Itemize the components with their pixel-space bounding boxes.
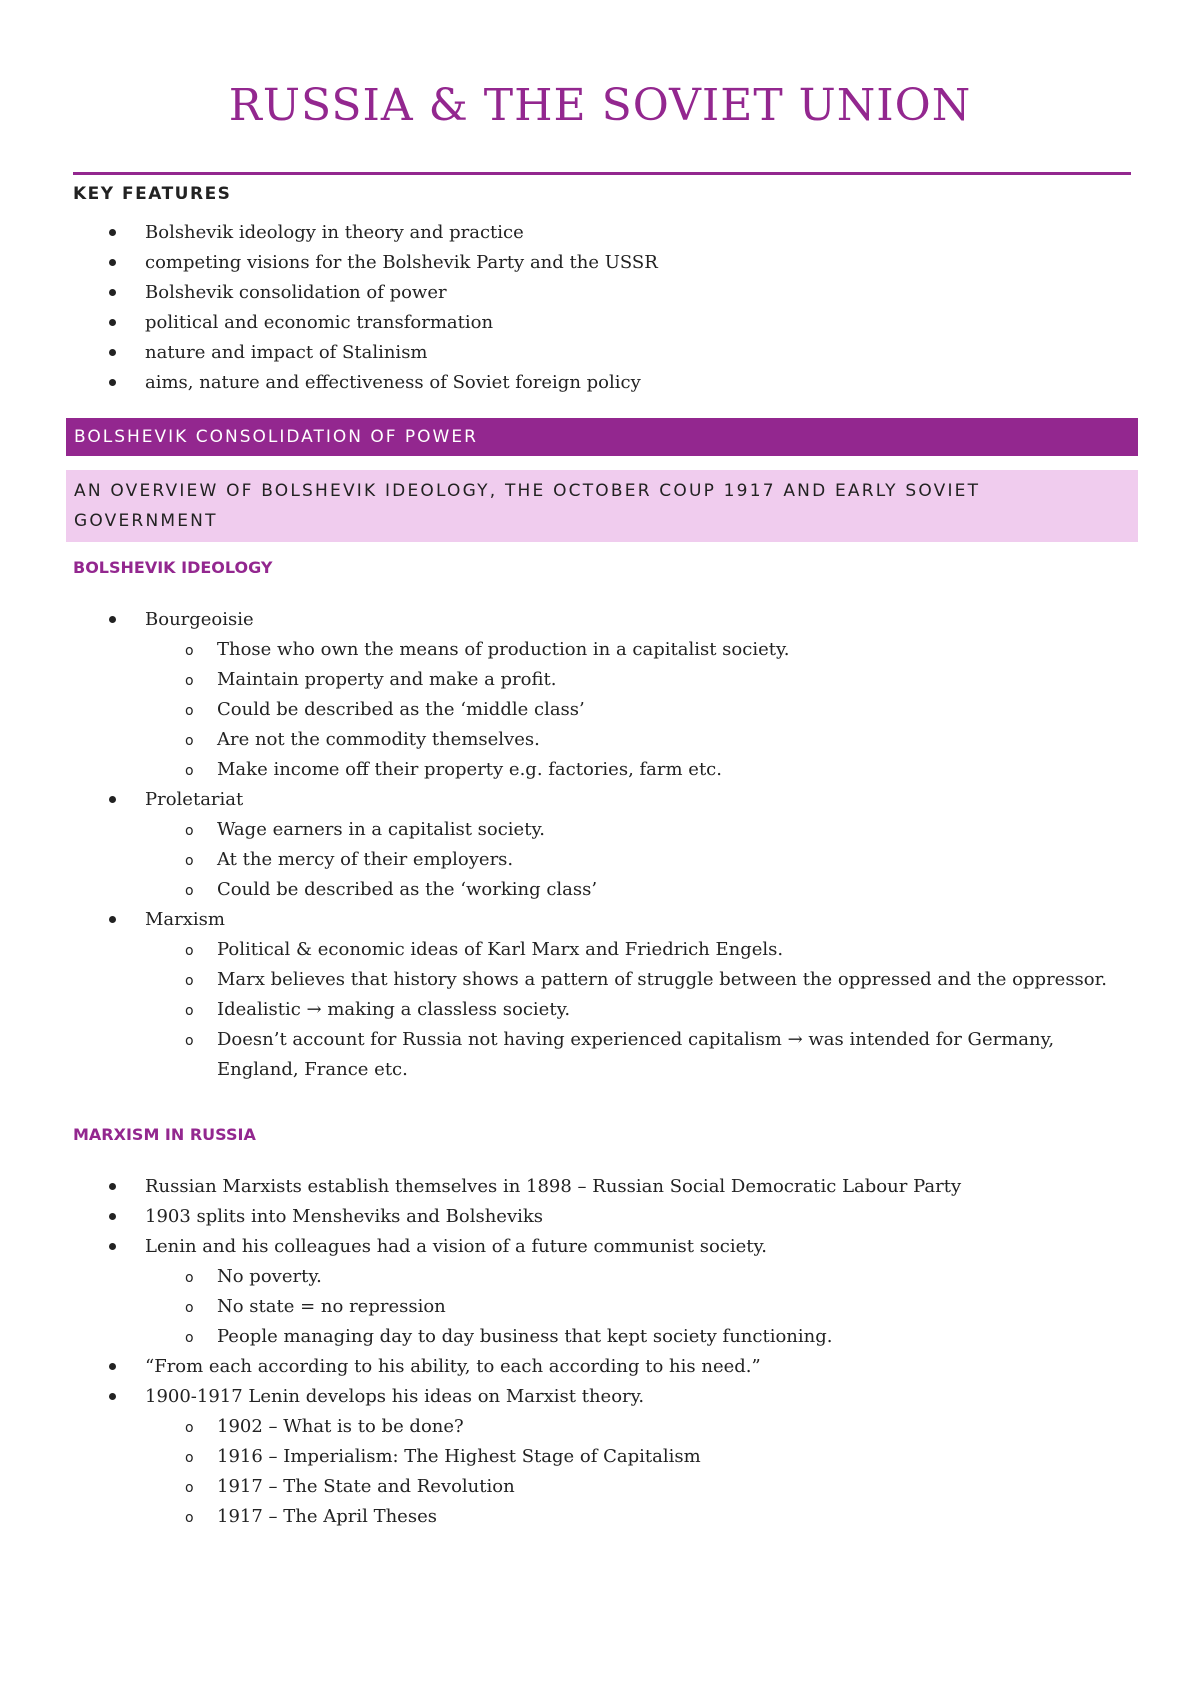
sub-list-item: o 1917 – The April Theses — [145, 1502, 1133, 1532]
sub-bullet-icon: o — [185, 643, 194, 659]
sub-bullet-icon: o — [185, 1033, 194, 1049]
sub-bullet-icon: o — [185, 763, 194, 779]
list-item: political and economic transformation — [73, 308, 1133, 338]
bullet-icon — [109, 1243, 116, 1250]
sub-bullet-icon: o — [185, 823, 194, 839]
sub-bullet-icon: o — [185, 853, 194, 869]
key-features-list — [73, 218, 1133, 398]
sub-list-item: o Maintain property and make a profit. — [145, 665, 1133, 695]
page-title: RUSSIA & THE SOVIET UNION — [228, 80, 972, 131]
bullet-icon — [109, 319, 116, 326]
sub-list-item: o Could be described as the ‘working class’ — [145, 875, 1133, 905]
sub-list — [145, 635, 1133, 785]
list-item: nature and impact of Stalinism — [73, 338, 1133, 368]
list-item: Russian Marxists establish themselves in 1898 – Russian Social Democratic Labour Party — [73, 1172, 1133, 1202]
bullet-icon — [109, 916, 116, 923]
bullet-icon — [109, 379, 116, 386]
list-item: “From each according to his ability, to each according to his need.” — [73, 1352, 1133, 1382]
bullet-icon — [109, 349, 116, 356]
list-item: Bourgeoisie o Those who own the means of production in a capitalist society. o Maintain property and make a profit. o Could be described as the ‘middle class’ o Are not the commodity themselves. o Make income off their property e.g. factories, farm etc. — [73, 605, 1133, 785]
sub-bullet-icon: o — [185, 943, 194, 959]
list-item: competing visions for the Bolshevik Party and the USSR — [73, 248, 1133, 278]
section-band: BOLSHEVIK CONSOLIDATION OF POWER — [66, 418, 1138, 456]
list-item: Marxism o Political & economic ideas of Karl Marx and Friedrich Engels. o Marx believes that history shows a pattern of struggle between the oppressed and the oppressor. o Idealistic → making a classless society. o Doesn’t account for Russia not having experienced capitalism → was intended for Germany, England, France etc. — [73, 905, 1133, 1085]
sub-bullet-icon: o — [185, 1480, 194, 1496]
list-item: Bolshevik consolidation of power — [73, 278, 1133, 308]
sub-list-item: o Idealistic → making a classless society. — [145, 995, 1133, 1025]
sub-list-item: o Doesn’t account for Russia not having experienced capitalism → was intended for Germany, England, France etc. — [145, 1025, 1133, 1085]
sub-bullet-icon: o — [185, 973, 194, 989]
marxism-russia-list — [73, 1172, 1133, 1532]
sub-list-item: o 1902 – What is to be done? — [145, 1412, 1133, 1442]
sub-list-item: o Wage earners in a capitalist society. — [145, 815, 1133, 845]
sub-list-item: o 1917 – The State and Revolution — [145, 1472, 1133, 1502]
list-item: Bolshevik ideology in theory and practice — [73, 218, 1133, 248]
sub-bullet-icon: o — [185, 1510, 194, 1526]
list-item: aims, nature and effectiveness of Soviet foreign policy — [73, 368, 1133, 398]
sub-list-item: o Are not the commodity themselves. — [145, 725, 1133, 755]
sub-list — [145, 1412, 1133, 1532]
list-item: 1903 splits into Mensheviks and Bolsheviks — [73, 1202, 1133, 1232]
sub-bullet-icon: o — [185, 1270, 194, 1286]
sub-list-item: o Could be described as the ‘middle class’ — [145, 695, 1133, 725]
sub-bullet-icon: o — [185, 1003, 194, 1019]
bullet-icon — [109, 229, 116, 236]
sub-list-item: o At the mercy of their employers. — [145, 845, 1133, 875]
list-item: Lenin and his colleagues had a vision of a future communist society. o No poverty. o No state = no repression o People managing day to day business that kept society functioning. — [73, 1232, 1133, 1352]
sub-bullet-icon: o — [185, 673, 194, 689]
bullet-icon — [109, 1213, 116, 1220]
key-features-heading: KEY FEATURES — [73, 184, 232, 204]
sub-list-item: o No state = no repression — [145, 1292, 1133, 1322]
ideology-list — [73, 605, 1133, 1085]
sub-list-item: o 1916 – Imperialism: The Highest Stage of Capitalism — [145, 1442, 1133, 1472]
sub-bullet-icon: o — [185, 1330, 194, 1346]
sub-bullet-icon: o — [185, 733, 194, 749]
sub-bullet-icon: o — [185, 1420, 194, 1436]
sub-list — [145, 935, 1133, 1085]
bullet-icon — [109, 1363, 116, 1370]
marxism-in-russia-heading: MARXISM IN RUSSIA — [73, 1125, 256, 1144]
overview-band: AN OVERVIEW OF BOLSHEVIK IDEOLOGY, THE OCTOBER COUP 1917 AND EARLY SOVIET GOVERNMENT — [66, 470, 1138, 542]
sub-list-item: o No poverty. — [145, 1262, 1133, 1292]
sub-bullet-icon: o — [185, 1300, 194, 1316]
sub-list-item: o Those who own the means of production in a capitalist society. — [145, 635, 1133, 665]
bullet-icon — [109, 1183, 116, 1190]
bolshevik-ideology-heading: BOLSHEVIK IDEOLOGY — [73, 558, 273, 577]
sub-bullet-icon: o — [185, 703, 194, 719]
bullet-icon — [109, 289, 116, 296]
bullet-icon — [109, 259, 116, 266]
sub-list — [145, 1262, 1133, 1352]
sub-list-item: o People managing day to day business that kept society functioning. — [145, 1322, 1133, 1352]
bullet-icon — [109, 616, 116, 623]
sub-bullet-icon: o — [185, 1450, 194, 1466]
title-divider — [73, 172, 1131, 175]
sub-list — [145, 815, 1133, 905]
sub-bullet-icon: o — [185, 883, 194, 899]
list-item: 1900-1917 Lenin develops his ideas on Marxist theory. o 1902 – What is to be done? o 1916 – Imperialism: The Highest Stage of Capitalism o 1917 – The State and Revolution o 1917 – The April Theses — [73, 1382, 1133, 1532]
list-item: Proletariat o Wage earners in a capitalist society. o At the mercy of their employers. o Could be described as the ‘working class’ — [73, 785, 1133, 905]
bullet-icon — [109, 1393, 116, 1400]
sub-list-item: o Political & economic ideas of Karl Marx and Friedrich Engels. — [145, 935, 1133, 965]
sub-list-item: o Marx believes that history shows a pattern of struggle between the oppressed and the oppressor. — [145, 965, 1133, 995]
bullet-icon — [109, 796, 116, 803]
sub-list-item: o Make income off their property e.g. factories, farm etc. — [145, 755, 1133, 785]
